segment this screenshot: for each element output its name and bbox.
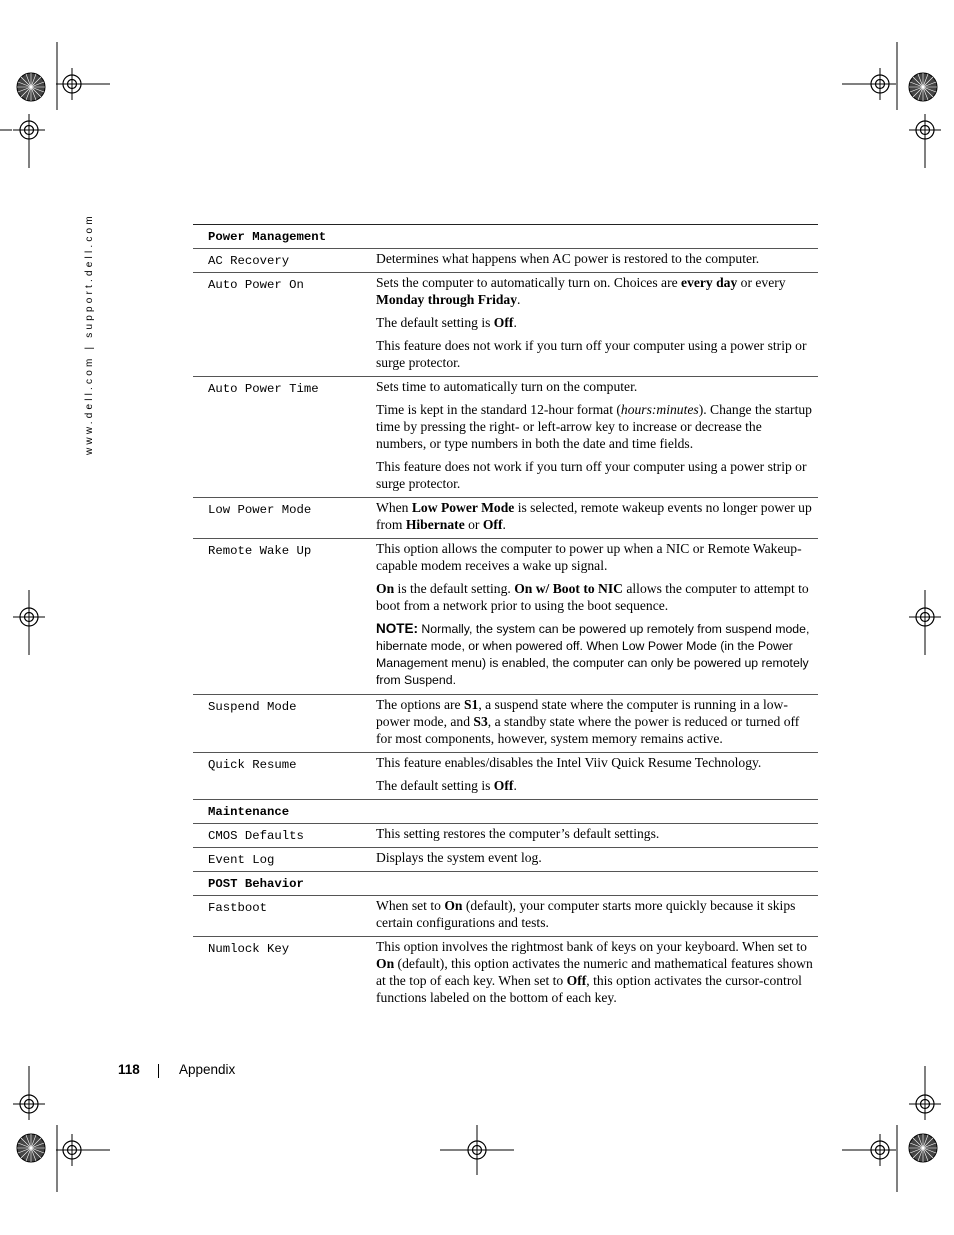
setting-name: AC Recovery — [193, 249, 361, 273]
setting-description: Determines what happens when AC power is restored to the computer. — [361, 249, 818, 273]
setting-description: This option involves the rightmost bank of keys on your keyboard. When set to On (default), this option activates the numeric and mathematical features shown at the top of each key. When set to Off, this option activates the cursor-control functions labeled on the bottom of each key. — [376, 939, 813, 1005]
setting-name: Event Log — [193, 848, 361, 872]
table-row — [193, 695, 818, 753]
setting-description: Sets the computer to automatically turn on. Choices are every day or every Monday through Friday. The default setting is Off. This feature does not work if you turn off your computer using a power strip or surge protector. — [361, 273, 818, 377]
setting-description: When set to On (default), your computer starts more quickly because it skips certain configurations and tests. — [361, 896, 818, 937]
table-row — [193, 848, 818, 872]
setting-description: This feature enables/disables the Intel Viiv Quick Resume Technology. The default setting is Off. — [361, 753, 818, 800]
setting-description: When Low Power Mode is selected, remote wakeup events no longer power up from Hibernate or Off. — [361, 498, 818, 539]
side-url: www.dell.com | support.dell.com — [84, 213, 95, 455]
section-power-management — [193, 225, 818, 249]
section-maintenance — [193, 800, 818, 824]
setting-name: Auto Power Time — [193, 377, 361, 498]
table-row — [193, 498, 818, 539]
footer-divider — [158, 1064, 159, 1078]
setting-description: This setting restores the computer’s default settings. — [361, 824, 818, 848]
section-post-behavior — [193, 872, 818, 896]
setting-description: The options are S1, a suspend state where the computer is running in a low-power mode, and S3, a standby state where the power is reduced or turned off for most components, however, system memory remains active. — [361, 695, 818, 753]
footer-section-title: Appendix — [179, 1062, 236, 1077]
setting-name: Numlock Key — [208, 942, 290, 956]
note-callout: NOTE: Normally, the system can be powered up remotely from suspend mode, hibernate mode, or when powered off. When Low Power Mode (in the Power Management menu) is enabled, the computer can only be powered up remotely from Suspend. — [376, 621, 810, 687]
setting-name: Fastboot — [193, 896, 361, 937]
bios-settings-table — [193, 224, 818, 1011]
setting-name: Auto Power On — [193, 273, 361, 377]
table-row — [193, 377, 818, 498]
setting-name: Quick Resume — [193, 753, 361, 800]
setting-name: Suspend Mode — [193, 695, 361, 753]
table-row — [193, 824, 818, 848]
table-row — [193, 539, 818, 695]
table-row — [193, 896, 818, 937]
setting-name: Remote Wake Up — [193, 539, 361, 695]
section-title: Maintenance — [193, 800, 361, 824]
section-title: Power Management — [193, 225, 361, 249]
table-row — [193, 937, 818, 1012]
setting-name: CMOS Defaults — [193, 824, 361, 848]
setting-name: Low Power Mode — [193, 498, 361, 539]
setting-description: Displays the system event log. — [361, 848, 818, 872]
table-row — [193, 273, 818, 377]
setting-description: This option allows the computer to power up when a NIC or Remote Wakeup-capable modem receives a wake up signal. On is the default setting. On w/ Boot to NIC allows the computer to attempt to boot from a network prior to using the boot sequence. NOTE: Normally, the system can be powered up remotely from suspend mode, hibernate mode, or when powered off. When Low Power Mode (in the Power Management menu) is enabled, the computer can only be powered up remotely from Suspend. — [361, 539, 818, 695]
table-row — [193, 753, 818, 800]
section-title: POST Behavior — [193, 872, 361, 896]
page-number: 118 — [118, 1062, 140, 1077]
table-row — [193, 249, 818, 273]
setting-description: Sets time to automatically turn on the computer. Time is kept in the standard 12-hour format (hours:minutes). Change the startup time by pressing the right- or left-arrow key to increase or decrease the numbers, or type numbers in both the date and time fields. This feature does not work if you turn off your computer using a power strip or surge protector. — [361, 377, 818, 498]
